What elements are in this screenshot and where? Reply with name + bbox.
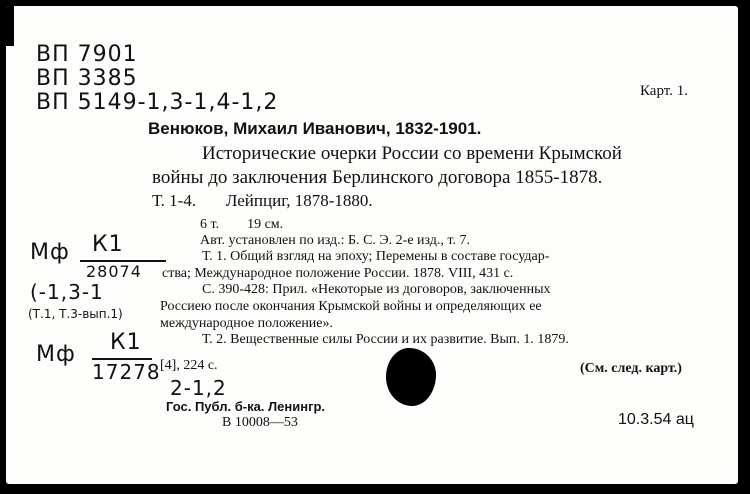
collation: 6 т. 19 см. xyxy=(200,217,284,232)
accession-number: В 10008—53 xyxy=(222,415,298,430)
mf1-bottom: 28074 xyxy=(86,262,142,281)
catalog-card xyxy=(6,6,738,484)
shelfmark-2: ВП 3385 xyxy=(36,66,138,91)
ink-blot xyxy=(386,348,436,406)
library-name: Гос. Публ. б-ка. Ленингр. xyxy=(166,399,326,414)
mf2-parts: 2-1,2 xyxy=(170,376,227,400)
title-line-1: Исторические очерки России со времени Крымской xyxy=(202,143,622,164)
note-line: Авт. установлен по изд.: Б. С. Э. 2-е изд., т. 7. xyxy=(200,233,470,248)
note-line: Т. 1. Общий взгляд на эпоху; Перемены в составе государ- xyxy=(202,249,550,264)
note-line: С. 390-428: Прил. «Некоторые из договоров, заключенных xyxy=(202,282,551,297)
card-edge-shadow xyxy=(6,6,14,46)
mf2-top: К1 xyxy=(110,330,142,355)
note-line: [4], 224 с. xyxy=(160,358,218,373)
mf1-top: К1 xyxy=(92,232,124,257)
card-number: Карт. 1. xyxy=(640,83,688,99)
mf1-prefix: Мф xyxy=(30,240,70,265)
mf1-parts: (-1,3-1 xyxy=(30,280,104,304)
shelfmark-3: ВП 5149-1,3-1,4-1,2 xyxy=(36,90,279,115)
mf2-bottom: 17278 xyxy=(92,360,161,384)
author-heading: Венюков, Михаил Иванович, 1832-1901. xyxy=(148,119,482,138)
note-line: международное положение». xyxy=(160,316,334,331)
shelfmark-1: ВП 7901 xyxy=(36,42,138,67)
see-next-card: (См. след. карт.) xyxy=(580,361,682,376)
note-line: Т. 2. Вещественные силы России и их развитие. Вып. 1. 1879. xyxy=(202,332,569,347)
imprint: Т. 1-4. Лейпциг, 1878-1880. xyxy=(152,191,373,210)
date-stamp: 10.3.54 aц xyxy=(618,411,694,428)
mf1-volumes: (Т.1, Т.3-вып.1) xyxy=(28,307,123,321)
mf2-prefix: Мф xyxy=(36,342,76,367)
note-line: ства; Международное положение России. 1878. VIII, 431 с. xyxy=(162,266,514,281)
note-line: Россиею после окончания Крымской войны и определяющих ее xyxy=(160,299,542,314)
title-line-2: войны до заключения Берлинского договора 1855-1878. xyxy=(152,167,603,188)
